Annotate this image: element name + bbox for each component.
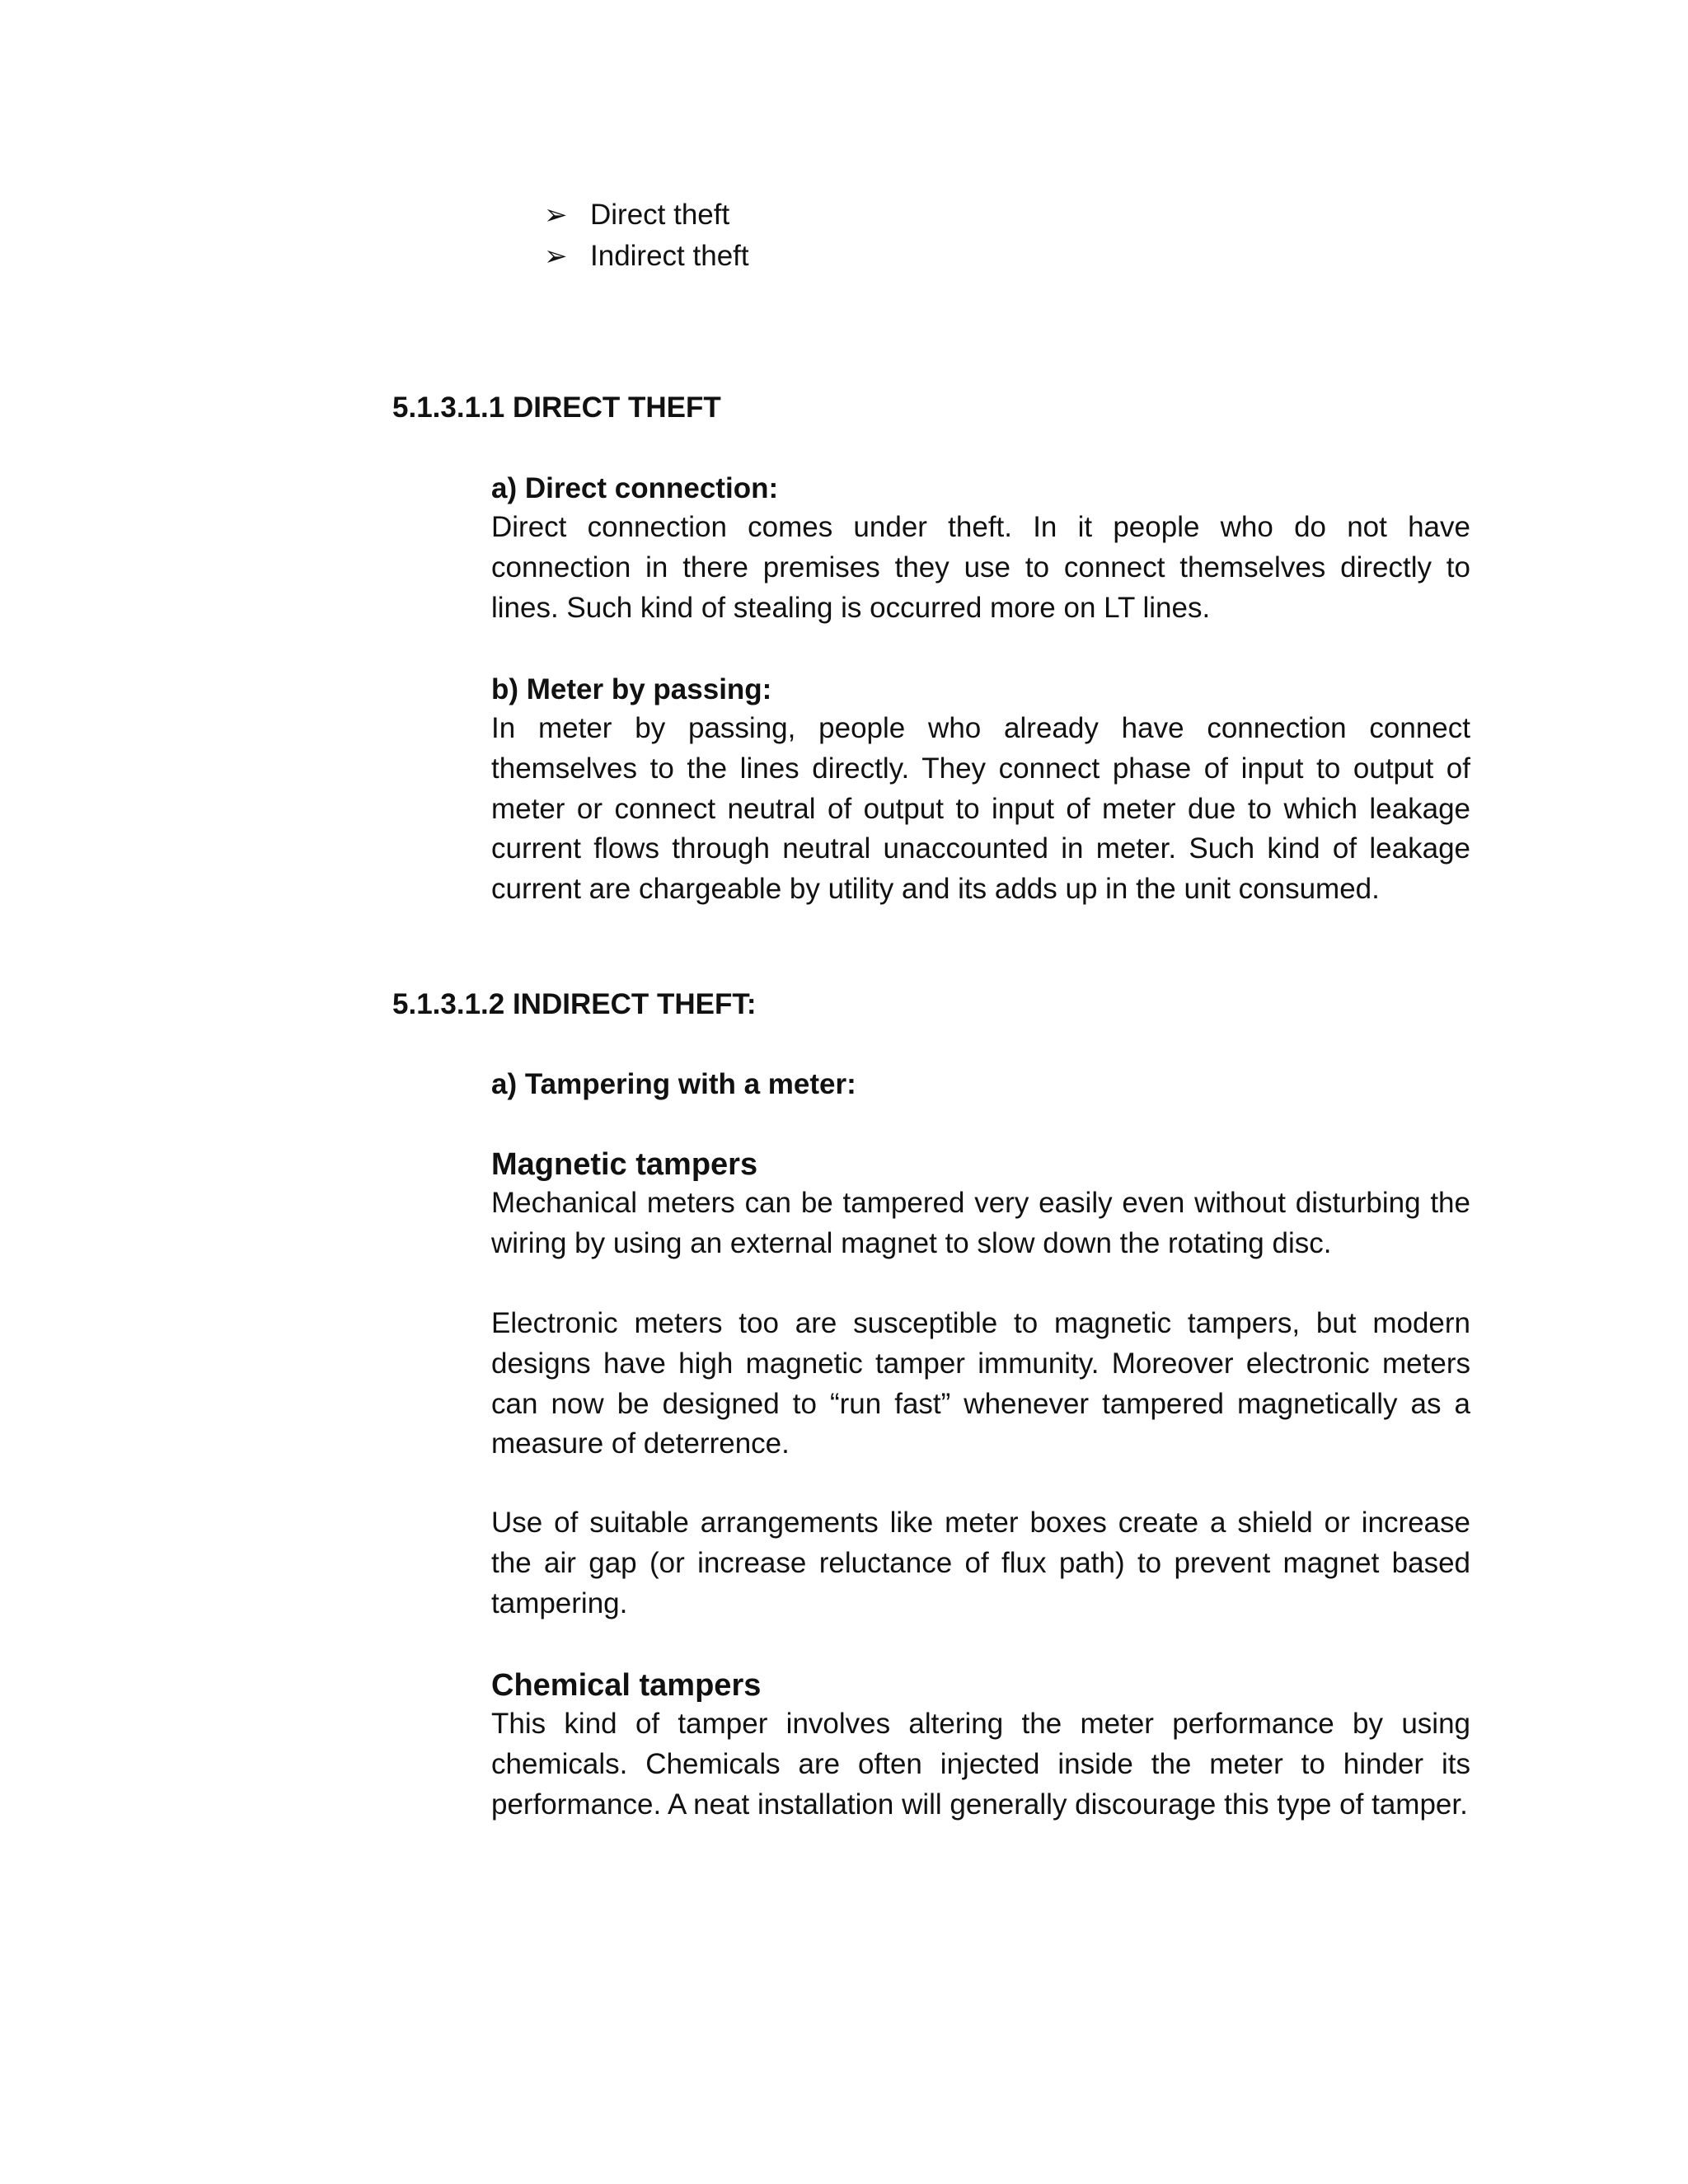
section-heading-direct-theft: 5.1.3.1.1 DIRECT THEFT: [392, 391, 721, 424]
paragraph-magnetic-tampers-1: Mechanical meters can be tampered very easily even without disturbing the wiring by using an external magnet to slow down the rotating disc.: [491, 1187, 1470, 1259]
arrowhead-bullet-icon: ➢: [544, 241, 568, 272]
list-item-text: Indirect theft: [590, 240, 749, 272]
subheading-tampering-with-meter: a) Tampering with a meter:: [491, 1068, 856, 1100]
paragraph-direct-connection: Direct connection comes under theft. In it people who do not have connection in there premises they use to connect themselves directly to lines. Such kind of stealing is occurred more on LT lines.: [491, 511, 1470, 624]
subheading-direct-connection: a) Direct connection:: [491, 472, 779, 504]
section-heading-indirect-theft: 5.1.3.1.2 INDIRECT THEFT:: [392, 988, 757, 1020]
list-item: [544, 236, 749, 277]
paragraph-magnetic-tampers-3: Use of suitable arrangements like meter boxes create a shield or increase the air gap (or increase reluctance of flux path) to prevent magnet based tampering.: [491, 1507, 1470, 1619]
list-item-text: Direct theft: [590, 199, 730, 231]
paragraph-magnetic-tampers-2: Electronic meters too are susceptible to magnetic tampers, but modern designs have high magnetic tamper immunity. Moreover electronic meters can now be designed to “run fast” whenever tampered magnetically as a measure of deterrence.: [491, 1307, 1470, 1460]
paragraph-chemical-tampers: This kind of tamper involves altering the meter performance by using chemicals. Chemicals are often injected inside the meter to hinder its performance. A neat installation will generally discourage this type of tamper.: [491, 1708, 1470, 1821]
paragraph-meter-by-passing: In meter by passing, people who already have connection connect themselves to the lines directly. They connect phase of input to output of meter or connect neutral of output to input of meter due to which leakage current flows through neutral unaccounted in meter. Such kind of leakage current are chargeable by utility and its adds up in the unit consumed.: [491, 712, 1470, 906]
arrowhead-bullet-icon: ➢: [544, 199, 568, 231]
heading-chemical-tampers: Chemical tampers: [491, 1668, 762, 1703]
list-item: [544, 194, 749, 236]
subheading-meter-by-passing: b) Meter by passing:: [491, 673, 772, 705]
heading-magnetic-tampers: Magnetic tampers: [491, 1147, 758, 1182]
theft-types-list: [544, 194, 749, 277]
